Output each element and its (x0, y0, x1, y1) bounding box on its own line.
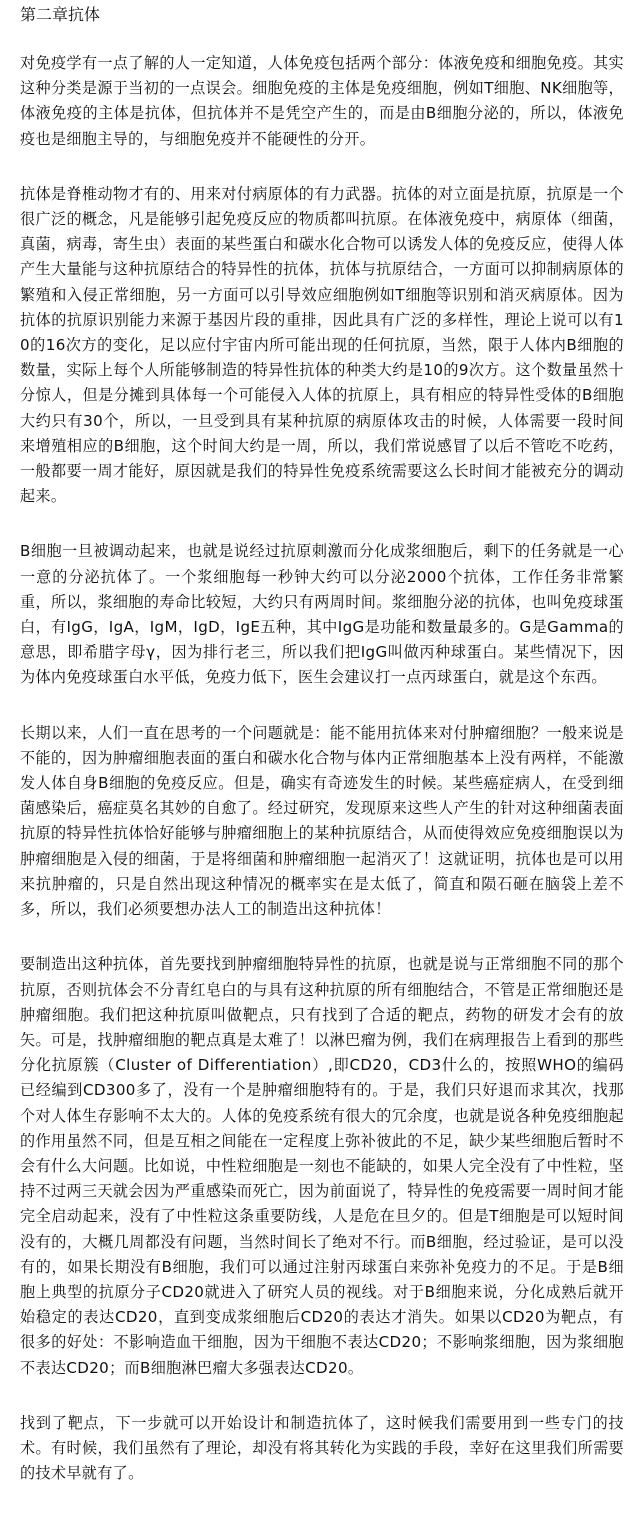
paragraph-technology: 找到了靶点，下一步就可以开始设计和制造抗体了，这时候我们需要用到一些专门的技术。有时候，我们虽然有了理论，却没有将其转化为实践的手段，幸好在这里我们所需要的技术早就有了。 (20, 1413, 624, 1483)
chapter-title: 第二章抗体 (20, 5, 101, 24)
paragraph-tumor-antibodies: 长期以来，人们一直在思考的一个问题就是：能不能用抗体来对付肿瘤细胞？一般来说是不能的，因为肿瘤细胞表面的蛋白和碳水化合物与体内正常细胞基本上没有两样，不能激发人体自身B细胞的免疫反应。但是，确实有奇迹发生的时候。某些癌症病人，在受到细菌感染后，癌症莫名其妙的自愈了。经过研究，发现原来这些人产生的针对这种细菌表面抗原的特异性抗体恰好能够与肿瘤细胞上的某种抗原结合，从而使得效应免疫细胞误以为肿瘤细胞是入侵的细菌，于是将细菌和肿瘤细胞一起消灭了！这就证明，抗体也是可以用来抗肿瘤的，只是自然出现这种情况的概率实在是太低了，简直和陨石砸在脑袋上差不多，所以，我们必须要想办法人工的制造出这种抗体！ (20, 723, 624, 919)
paragraph-immune-overview: 对免疫学有一点了解的人一定知道，人体免疫包括两个部分：体液免疫和细胞免疫。其实这种分类是源于当初的一点误会。细胞免疫的主体是免疫细胞，例如T细胞、NK细胞等，体液免疫的主体是抗体，但抗体并不是凭空产生的，而是由B细胞分泌的，所以，体液免疫也是细胞主导的，与细胞免疫并不能硬性的分开。 (20, 54, 624, 148)
article (20, 0, 624, 1486)
paragraph-cd20-target: 要制造出这种抗体，首先要找到肿瘤细胞特异性的抗原，也就是说与正常细胞不同的那个抗原，否则抗体会不分青红皂白的与具有这种抗原的所有细胞结合，不管是正常细胞还是肿瘤细胞。我们把这种抗原叫做靶点，只有找到了合适的靶点，药物的研发才会有的放矢。可是，找肿瘤细胞的靶点真是太难了！以淋巴瘤为例，我们在病理报告上看到的那些分化抗原簇（Cluster of Differentiation）,即CD20，CD3什么的，按照WHO的编码已经编到CD300多了，没有一个是肿瘤细胞特有的。于是，我们只好退而求其次，找那个对人体生存影响不太大的。人体的免疫系统有很大的冗余度，也就是说各种免疫细胞起的作用虽然不同，但是互相之间能在一定程度上弥补彼此的不足，缺少某些细胞后暂时不会有什么大问题。比如说，中性粒细胞是一刻也不能缺的，如果人完全没有了中性粒，坚持不过两三天就会因为严重感染而死亡，因为前面说了，特异性的免疫需要一周时间才能完全启动起来，没有了中性粒这条重要防线，人是危在旦夕的。但是T细胞是可以短时间没有的，大概几周都没有问题，当然时间长了绝对不行。而B细胞，经过验证，是可以没有的，如果长期没有B细胞，我们可以通过注射丙球蛋白来弥补免疫力的不足。于是B细胞上典型的抗原分子CD20就进入了研究人员的视线。对于B细胞来说，分化成熟后就开始稳定的表达CD20，直到变成浆细胞后CD20的表达才消失。如果以CD20为靶点，有很多的好处：不影响造血干细胞，因为干细胞不表达CD20；不影响浆细胞，因为浆细胞不表达CD20；而B细胞淋巴瘤大多强表达CD20。 (20, 955, 624, 1377)
paragraph-plasma-cells: B细胞一旦被调动起来，也就是说经过抗原刺激而分化成浆细胞后，剩下的任务就是一心一意的分泌抗体了。一个浆细胞每一秒钟大约可以分泌2000个抗体，工作任务非常繁重，所以，浆细胞的寿命比较短，大约只有两周时间。浆细胞分泌的抗体，也叫免疫球蛋白，有IgG，IgA，IgM，IgD，IgE五种，其中IgG是功能和数量最多的。G是Gamma的意思，即希腊字母γ，因为排行老三，所以我们把IgG叫做丙种球蛋白。某些情况下，因为体内免疫球蛋白水平低，免疫力低下，医生会建议打一点丙球蛋白，就是这个东西。 (20, 542, 624, 687)
paragraph-antibody-antigen: 抗体是脊椎动物才有的、用来对付病原体的有力武器。抗体的对立面是抗原，抗原是一个很广泛的概念，凡是能够引起免疫反应的物质都叫抗原。在体液免疫中，病原体（细菌，真菌，病毒，寄生虫）表面的某些蛋白和碳水化合物可以诱发人体的免疫反应，使得人体产生大量能与这种抗原结合的特异性的抗体，抗体与抗原结合，一方面可以抑制病原体的繁殖和入侵正常细胞，另一方面可以引导效应细胞例如T细胞等识别和消灭病原体。因为抗体的抗原识别能力来源于基因片段的重排，因此具有广泛的多样性，理论上说可以有10的16次方的变化，足以应付宇宙内所可能出现的任何抗原，当然，限于人体内B细胞的数量，实际上每个人所能够制造的特异性抗体的种类大约是10的9次方。这个数量虽然十分惊人，但是分摊到具体每一个可能侵入人体的抗原上，具有相应的特异性受体的B细胞大约只有30个，所以，一旦受到具有某种抗原的病原体攻击的时候，人体需要一段时间来增殖相应的B细胞，这个时间大约是一周，所以，我们常说感冒了以后不管吃不吃药，一般都要一周才能好，原因就是我们的特异性免疫系统需要这么长时间才能被充分的调动起来。 (20, 184, 624, 506)
